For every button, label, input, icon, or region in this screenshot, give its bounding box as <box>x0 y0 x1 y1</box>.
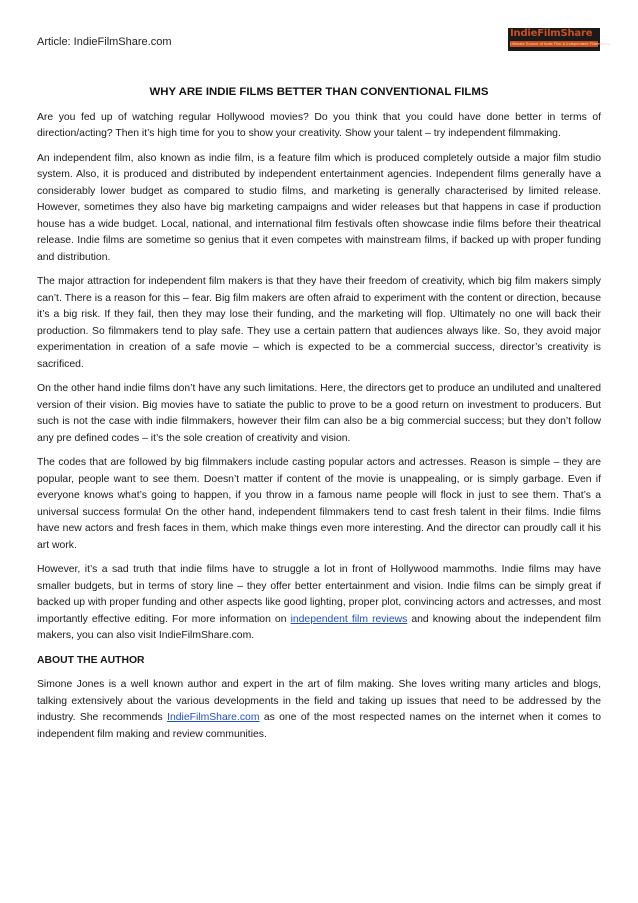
paragraph-author-bio <box>37 677 601 743</box>
paragraph-intro: Are you fed up of watching regular Hollywood movies? Do you think that you could have done better in terms of direction/acting? Then it’s high time for you to show your creativity. Show your talent – try independent filmmaking. <box>37 111 601 139</box>
article-title: WHY ARE INDIE FILMS BETTER THAN CONVENTIONAL FILMS <box>149 86 489 98</box>
logo-tagline: Ultimate Source of Indie Film & Independent Filmmaking <box>510 41 611 46</box>
paragraph-struggle-text: However, it’s a sad truth that indie films have to struggle a lot in front of Hollywood mammoths. Indie films may have smaller budgets, but in terms of story line – they offer better entertainment and vision. Indie films can be simply great if backed up with proper funding and other aspects like good lighting, proper plot, convincing actors and actresses, and most importantly effective editing. For more information on <box>37 564 601 625</box>
paragraph-casting-codes: The codes that are followed by big filmmakers include casting popular actors and actresses. Reason is simple – they are popular, people want to see them. Doesn’t matter if content of the movie is unappealing, or is simply garbage. Even if everyone knows what’s going to happen, if you throw in a famous name people will flock in just to see them. That’s a universal success formula! On the other hand, independent filmmakers tend to cast fresh talent in their films. Indie films have new actors and fresh faces in them, which make things even more interesting. And the director can proudly call it his art work. <box>37 457 601 551</box>
article-body <box>37 84 601 751</box>
author-bio-tail: as one of the most respected names on the internet when it comes to independent film making and review communities. <box>37 712 602 740</box>
paragraph-struggle-tail: and knowing about the independent film makers, you can also visit IndieFilmShare.com. <box>37 613 601 641</box>
indiefilmshare-link[interactable]: IndieFilmShare.com <box>167 712 260 723</box>
article-source-label: Article: IndieFilmShare.com <box>37 36 172 48</box>
paragraph-definition: An independent film, also known as indie film, is a feature film which is produced completely outside a major film studio system. Also, it is produced and distributed by independent entertainment agencies. Independent films generally have a considerably lower budget as compared to studio films, and marketing is generally characterised by limited release. However, sometimes they also have big marketing campaigns and wider releases but that happens in case if production house has a wide budget. Local, national, and international film festivals often showcase indie films before their theatrical release. Indie films are sometime so genius that it even competes with mainstream films, if backed up with proper funding and distribution. <box>37 152 601 263</box>
logo-wordmark: IndieFilmShare <box>510 28 593 39</box>
independent-film-reviews-link[interactable]: independent film reviews <box>290 613 408 625</box>
about-author-heading: ABOUT THE AUTHOR <box>37 654 145 666</box>
indiefilmshare-logo[interactable] <box>508 28 611 51</box>
paragraph-creative-freedom: The major attraction for independent film makers is that they have their freedom of creativity, which big film makers simply can’t. There is a reason for this – fear. Big film makers are often afraid to experiment with the content or direction, because it’s a big risk. If they fail, then they may lose their funding, and the marketing will flop. Ultimately no one will back their production. So filmmakers tend to play safe. They use a certain pattern that audiences always like. So, they avoid major experimentation in creation of a safe movie – which is expected to be a commercial success, director’s creativity is sacrificed. <box>37 276 601 370</box>
author-bio-text: Simone Jones is a well known author and expert in the art of film making. She loves writing many articles and blogs, talking extensively about the various developments in the field and taking up issues that need to be addressed by the industry. She recommends <box>37 679 601 723</box>
paragraph-no-limitations: On the other hand indie films don’t have any such limitations. Here, the directors get to produce an undiluted and unaltered version of their vision. Big movies have to satiate the public to prove to be a good return on investment to producers. But such is not the case with indie filmmakers, however their film can also be a big commercial success; but they don’t follow any pre defined codes – it’s the sole creation of creativity and vision. <box>37 383 601 444</box>
paragraph-struggle <box>37 562 601 645</box>
